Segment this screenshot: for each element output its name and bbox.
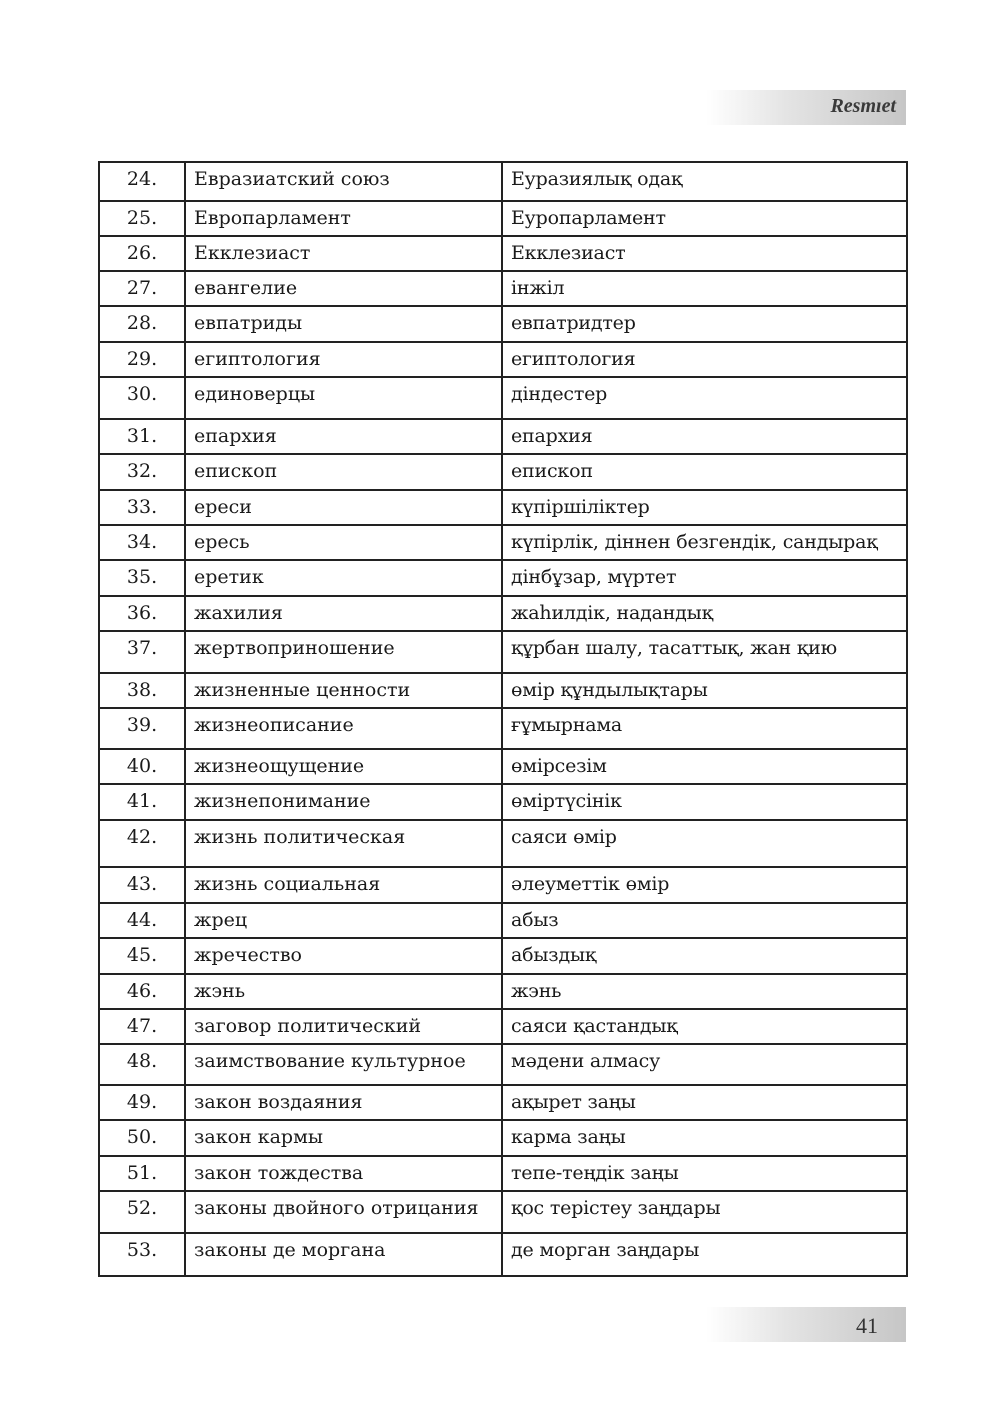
russian-term-cell <box>185 1044 502 1085</box>
table-row <box>99 1120 907 1156</box>
russian-term-cell <box>185 749 502 784</box>
kazakh-term: абыз <box>511 909 559 931</box>
russian-term: жизнь политическая <box>194 826 406 848</box>
table-row <box>99 271 907 306</box>
table-row <box>99 1085 907 1120</box>
table-row <box>99 342 907 377</box>
kazakh-term-cell <box>502 1044 907 1085</box>
russian-term-cell <box>185 419 502 454</box>
russian-term-cell <box>185 236 502 271</box>
kazakh-term: мәдени алмасу <box>511 1050 661 1072</box>
kazakh-term: жаһилдік, надандық <box>511 602 713 624</box>
kazakh-term: күпірлік, діннен безгендік, сандырақ <box>511 531 878 553</box>
kazakh-term-cell <box>502 525 907 560</box>
table-row <box>99 1009 907 1044</box>
kazakh-term-cell <box>502 1009 907 1044</box>
kazakh-term-cell <box>502 1191 907 1233</box>
table-row <box>99 938 907 974</box>
row-number-cell <box>99 525 185 560</box>
kazakh-term-cell <box>502 631 907 673</box>
kazakh-term: ғұмырнама <box>511 714 623 736</box>
row-number-cell <box>99 454 185 490</box>
row-number-cell <box>99 1009 185 1044</box>
row-number: 39. <box>126 714 158 736</box>
table-row <box>99 454 907 490</box>
kazakh-term-cell <box>502 419 907 454</box>
russian-term: жизнеописание <box>194 714 354 736</box>
row-number-cell <box>99 867 185 903</box>
row-number: 51. <box>126 1162 158 1184</box>
russian-term: еретик <box>194 566 264 588</box>
kazakh-term: жэнь <box>511 980 562 1002</box>
russian-term-cell <box>185 342 502 377</box>
kazakh-term-cell <box>502 938 907 974</box>
kazakh-term-cell <box>502 201 907 236</box>
russian-term: жизненные ценности <box>194 679 411 701</box>
kazakh-term-cell <box>502 867 907 903</box>
table-row <box>99 673 907 708</box>
russian-term-cell <box>185 673 502 708</box>
russian-term-cell <box>185 306 502 342</box>
russian-term: евпатриды <box>194 312 303 334</box>
table-row <box>99 525 907 560</box>
russian-term: заимствование культурное <box>194 1050 466 1072</box>
table-row <box>99 596 907 631</box>
running-header: Resmıet <box>830 95 896 117</box>
row-number-cell <box>99 342 185 377</box>
row-number: 35. <box>126 566 158 588</box>
kazakh-term-cell <box>502 596 907 631</box>
russian-term: законы двойного отрицания <box>194 1197 479 1219</box>
russian-term-cell <box>185 201 502 236</box>
row-number: 25. <box>126 207 158 229</box>
table-row <box>99 236 907 271</box>
table-row <box>99 560 907 596</box>
kazakh-term: Еуразиялық одақ <box>511 168 683 190</box>
russian-term-cell <box>185 1009 502 1044</box>
page-number: 41 <box>856 1313 878 1338</box>
kazakh-term-cell <box>502 271 907 306</box>
row-number: 38. <box>126 679 158 701</box>
russian-term-cell <box>185 525 502 560</box>
russian-term: ереси <box>194 496 252 518</box>
kazakh-term: інжіл <box>511 277 565 299</box>
kazakh-term: әлеуметтік өмір <box>511 873 670 895</box>
kazakh-term-cell <box>502 1120 907 1156</box>
kazakh-term: күпіршіліктер <box>511 496 650 518</box>
row-number: 53. <box>126 1239 158 1261</box>
russian-term: жречество <box>194 944 302 966</box>
row-number-cell <box>99 306 185 342</box>
row-number-cell <box>99 596 185 631</box>
row-number-cell <box>99 236 185 271</box>
russian-term: евангелие <box>194 277 298 299</box>
kazakh-term-cell <box>502 236 907 271</box>
russian-term: епархия <box>194 425 277 447</box>
kazakh-term-cell <box>502 903 907 938</box>
row-number-cell <box>99 1233 185 1276</box>
table-row <box>99 306 907 342</box>
table-row <box>99 1191 907 1233</box>
russian-term: жахилия <box>194 602 283 624</box>
kazakh-term-cell <box>502 784 907 820</box>
kazakh-term: құрбан шалу, тасаттық, жан қию <box>511 637 837 659</box>
row-number-cell <box>99 377 185 419</box>
row-number: 31. <box>126 425 158 447</box>
row-number-cell <box>99 820 185 867</box>
russian-term: жизнеощущение <box>194 755 365 777</box>
table-row <box>99 974 907 1009</box>
kazakh-term-cell <box>502 454 907 490</box>
russian-term: Европарламент <box>194 207 351 229</box>
russian-term-cell <box>185 903 502 938</box>
row-number: 33. <box>126 496 158 518</box>
row-number: 24. <box>126 168 158 190</box>
kazakh-term: дінбұзар, мүртет <box>511 566 677 588</box>
row-number-cell <box>99 1044 185 1085</box>
russian-term-cell <box>185 1233 502 1276</box>
row-number: 50. <box>126 1126 158 1148</box>
row-number: 52. <box>126 1197 158 1219</box>
russian-term-cell <box>185 162 502 201</box>
russian-term: законы де моргана <box>194 1239 386 1261</box>
russian-term-cell <box>185 938 502 974</box>
kazakh-term-cell <box>502 708 907 749</box>
russian-term-cell <box>185 377 502 419</box>
row-number: 27. <box>126 277 158 299</box>
kazakh-term: Екклезиаст <box>511 242 626 264</box>
kazakh-term: карма заңы <box>511 1126 626 1148</box>
row-number: 36. <box>126 602 158 624</box>
table-row <box>99 377 907 419</box>
row-number-cell <box>99 1191 185 1233</box>
kazakh-term: қос терістеу заңдары <box>511 1197 721 1219</box>
russian-term: Екклезиаст <box>194 242 311 264</box>
russian-term-cell <box>185 1085 502 1120</box>
kazakh-term: саяси қастандық <box>511 1015 678 1037</box>
row-number-cell <box>99 490 185 525</box>
russian-term-cell <box>185 974 502 1009</box>
table-row <box>99 820 907 867</box>
russian-term-cell <box>185 867 502 903</box>
row-number: 47. <box>126 1015 158 1037</box>
russian-term: единоверцы <box>194 383 316 405</box>
kazakh-term-cell <box>502 1233 907 1276</box>
kazakh-term: евпатридтер <box>511 312 636 334</box>
table-row <box>99 419 907 454</box>
russian-term: жизнь социальная <box>194 873 381 895</box>
russian-term: египтология <box>194 348 321 370</box>
kazakh-term: де морган заңдары <box>511 1239 700 1261</box>
russian-term-cell <box>185 708 502 749</box>
kazakh-term: епархия <box>511 425 593 447</box>
table-row <box>99 1233 907 1276</box>
kazakh-term: абыздық <box>511 944 597 966</box>
kazakh-term-cell <box>502 749 907 784</box>
kazakh-term: діндестер <box>511 383 608 405</box>
kazakh-term-cell <box>502 1085 907 1120</box>
table-row <box>99 201 907 236</box>
row-number-cell <box>99 1156 185 1191</box>
row-number: 32. <box>126 460 158 482</box>
russian-term: закон воздаяния <box>194 1091 363 1113</box>
kazakh-term: Еуропарламент <box>511 207 666 229</box>
row-number: 41. <box>126 790 158 812</box>
row-number: 40. <box>126 755 158 777</box>
row-number-cell <box>99 1120 185 1156</box>
table-row <box>99 867 907 903</box>
russian-term: жрец <box>194 909 248 931</box>
table-row <box>99 1044 907 1085</box>
row-number-cell <box>99 673 185 708</box>
russian-term-cell <box>185 454 502 490</box>
russian-term: заговор политический <box>194 1015 422 1037</box>
row-number: 48. <box>126 1050 158 1072</box>
row-number-cell <box>99 271 185 306</box>
row-number-cell <box>99 162 185 201</box>
kazakh-term: египтология <box>511 348 636 370</box>
russian-term-cell <box>185 271 502 306</box>
kazakh-term-cell <box>502 820 907 867</box>
kazakh-term-cell <box>502 974 907 1009</box>
russian-term-cell <box>185 784 502 820</box>
row-number-cell <box>99 903 185 938</box>
row-number: 26. <box>126 242 158 264</box>
kazakh-term: өмірсезім <box>511 755 607 777</box>
kazakh-term: ақырет заңы <box>511 1091 636 1113</box>
row-number: 42. <box>126 826 158 848</box>
table-row <box>99 784 907 820</box>
row-number: 44. <box>126 909 158 931</box>
russian-term-cell <box>185 631 502 673</box>
kazakh-term: епископ <box>511 460 593 482</box>
russian-term-cell <box>185 1120 502 1156</box>
kazakh-term: саяси өмір <box>511 826 617 848</box>
row-number: 43. <box>126 873 158 895</box>
russian-term-cell <box>185 820 502 867</box>
russian-term-cell <box>185 1191 502 1233</box>
table-row <box>99 749 907 784</box>
glossary-table <box>98 161 908 1277</box>
russian-term-cell <box>185 560 502 596</box>
row-number: 28. <box>126 312 158 334</box>
table-row <box>99 631 907 673</box>
table-row <box>99 490 907 525</box>
russian-term: епископ <box>194 460 278 482</box>
kazakh-term: өмір құндылықтары <box>511 679 708 701</box>
kazakh-term-cell <box>502 162 907 201</box>
row-number-cell <box>99 784 185 820</box>
kazakh-term-cell <box>502 673 907 708</box>
table-row <box>99 708 907 749</box>
row-number-cell <box>99 749 185 784</box>
row-number-cell <box>99 938 185 974</box>
russian-term: жизнепонимание <box>194 790 371 812</box>
footer-band <box>706 1307 906 1342</box>
row-number-cell <box>99 560 185 596</box>
kazakh-term-cell <box>502 377 907 419</box>
row-number: 49. <box>126 1091 158 1113</box>
kazakh-term-cell <box>502 1156 907 1191</box>
row-number: 34. <box>126 531 158 553</box>
russian-term: закон кармы <box>194 1126 323 1148</box>
table-row <box>99 162 907 201</box>
row-number-cell <box>99 708 185 749</box>
kazakh-term: өміртүсінік <box>511 790 622 812</box>
row-number-cell <box>99 419 185 454</box>
row-number: 37. <box>126 637 158 659</box>
russian-term: жэнь <box>194 980 246 1002</box>
russian-term: ересь <box>194 531 250 553</box>
row-number-cell <box>99 201 185 236</box>
header-band <box>706 90 906 125</box>
russian-term-cell <box>185 596 502 631</box>
row-number-cell <box>99 1085 185 1120</box>
table-row <box>99 903 907 938</box>
kazakh-term-cell <box>502 342 907 377</box>
row-number-cell <box>99 974 185 1009</box>
row-number: 45. <box>126 944 158 966</box>
russian-term-cell <box>185 1156 502 1191</box>
kazakh-term: тепе-теңдік заңы <box>511 1162 679 1184</box>
kazakh-term-cell <box>502 490 907 525</box>
russian-term-cell <box>185 490 502 525</box>
row-number: 29. <box>126 348 158 370</box>
russian-term: закон тождества <box>194 1162 364 1184</box>
row-number: 46. <box>126 980 158 1002</box>
row-number: 30. <box>126 383 158 405</box>
kazakh-term-cell <box>502 560 907 596</box>
table-row <box>99 1156 907 1191</box>
kazakh-term-cell <box>502 306 907 342</box>
row-number-cell <box>99 631 185 673</box>
russian-term: Евразиатский союз <box>194 168 390 190</box>
glossary-body <box>99 162 907 1276</box>
russian-term: жертвоприношение <box>194 637 395 659</box>
